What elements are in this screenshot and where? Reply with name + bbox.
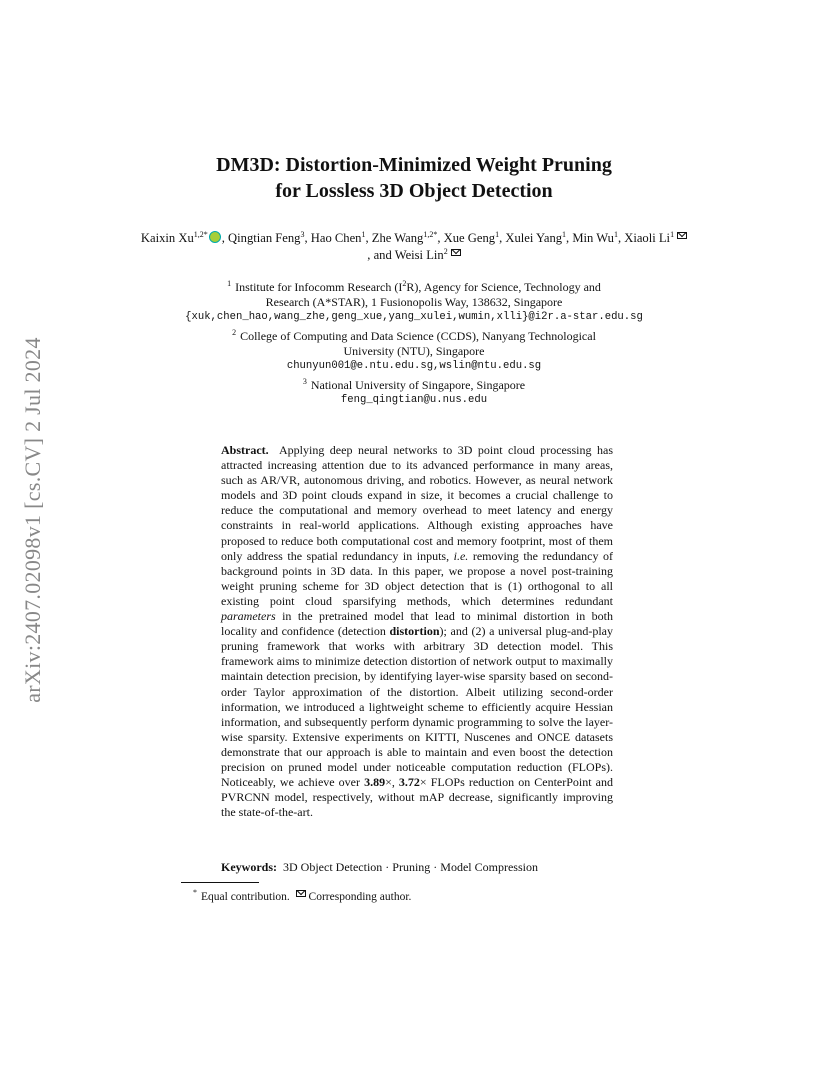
affiliation-3-email[interactable]: feng_qingtian@u.nus.edu — [340, 394, 488, 406]
keywords-text: 3D Object Detection · Pruning · Model Compression — [283, 860, 538, 874]
arxiv-identifier: arXiv:2407.02098v1 [cs.CV] 2 Jul 2024 — [20, 337, 45, 703]
abstract-text-3: in the pretrained model that lead to minimal distortion in both locality and confidence (detection — [221, 609, 613, 639]
abstract-label: Abstract. — [221, 443, 269, 457]
author-separator: , — [566, 231, 573, 245]
author-affiliation-mark: 1 — [670, 229, 675, 239]
author-name: Kaixin Xu — [140, 231, 194, 245]
orcid-icon[interactable] — [209, 231, 221, 243]
author-name: Qingtian Feng — [228, 231, 301, 245]
author-affiliation-mark: 1 — [562, 229, 567, 239]
author-separator: , and — [367, 248, 395, 262]
author-name: Xue Geng — [443, 231, 496, 245]
abstract-distortion: distortion — [389, 624, 440, 639]
author-affiliation-mark: 1 — [613, 229, 618, 239]
envelope-icon — [677, 232, 687, 239]
abstract-ie: i.e. — [453, 548, 469, 563]
affiliation-3: $^3$ National University of Singapore, Singapore — [302, 377, 526, 392]
keywords — [221, 860, 613, 875]
affiliation-2-line2: University (NTU), Singapore — [343, 344, 485, 358]
author-separator: , — [617, 231, 625, 245]
author-affiliation-mark: 2 — [443, 246, 448, 256]
author-affiliation-mark: 1 — [361, 229, 366, 239]
footnote-mark: * — [193, 888, 197, 897]
footnote-corresponding: Corresponding author. — [308, 890, 412, 903]
footnote — [193, 886, 411, 904]
affiliation-1-address: Research (A*STAR), 1 Fusionopolis Way, 138632, Singapore — [265, 295, 563, 309]
affiliation-1-email[interactable]: {xuk,chen_hao,wang_zhe,geng_xue,yang_xulei,wumin,xlli}@i2r.a-star.edu.sg — [185, 311, 643, 323]
author-separator: , — [437, 231, 444, 245]
author-name: Xiaoli Li — [624, 231, 671, 245]
affiliation-2-email[interactable]: chunyun001@e.ntu.edu.sg,wslin@ntu.edu.sg — [286, 360, 542, 372]
author-name: Hao Chen — [310, 231, 362, 245]
author-list — [140, 230, 688, 264]
author-affiliation-mark: 1,2* — [423, 229, 438, 239]
arxiv-sidebar — [8, 300, 58, 740]
abstract — [221, 443, 613, 820]
author-affiliation-mark: 3 — [300, 229, 305, 239]
author-affiliation-mark: 1 — [495, 229, 500, 239]
paper-title — [100, 152, 728, 204]
envelope-icon — [451, 249, 461, 256]
abstract-text-2: removing the redundancy of background points in 3D data. In this paper, we propose a novel post-training weight pruning scheme for 3D object detection that is (1) orthogonal to all existing point cloud sparsifying methods, which determines redundant — [221, 548, 614, 608]
affiliation-1: $^1$ Institute for Infocomm Research $(I^2R)$, Agency for Science, Technology and — [227, 279, 601, 294]
abstract-times: ×, — [385, 775, 399, 790]
abstract-text-4: ); and (2) a universal plug-and-play pruning framework that works with arbitrary 3D detection model. This framework aims to minimize detection distortion of network output to maximally maintain detection precision, by identifying layer-wise sparsity based on second-order Taylor approximation of the distortion. Albeit utilizing second-order information, we introduced a lightweight scheme to efficiently acquire Hessian information, and subsequently perform dynamic programming to solve the layer-wise sparsity. Extensive experiments on KITTI, Nuscenes and ONCE datasets demonstrate that our approach is able to maintain and even boost the detection precision on pruned model under noticeable computation reduction (FLOPs). Noticeably, we achieve over — [221, 624, 613, 790]
keywords-label: Keywords: — [221, 860, 277, 874]
author-separator: , — [221, 231, 229, 245]
author-affiliation-mark: 1,2* — [193, 229, 208, 239]
author-name: Zhe Wang — [371, 231, 424, 245]
author-separator: , — [365, 231, 372, 245]
author-separator: , — [304, 231, 311, 245]
author-name: Xulei Yang — [505, 231, 563, 245]
abstract-text-1: Applying deep neural networks to 3D point cloud processing has attracted increasing attention due to its advanced performance in many areas, such as AR/VR, autonomous driving, and robotics. However, as neural network models and 3D point clouds expand in size, it becomes a crucial challenge to reduce the computational and memory overhead to meet latency and energy constraints in real-world applications. Although existing approaches have proposed to reduce both computational cost and memory footprint, most of them only address the spatial redundancy in inputs, — [221, 443, 614, 563]
abstract-parameters: parameters — [221, 609, 276, 624]
author-name: Weisi Lin — [394, 248, 444, 262]
abstract-value-1: 3.89 — [364, 775, 386, 790]
footnote-equal: Equal contribution. — [201, 890, 290, 903]
author-name: Min Wu — [572, 231, 614, 245]
title-line-2: for Lossless 3D Object Detection — [275, 180, 553, 202]
title-line-1: DM3D: Distortion-Minimized Weight Pruning — [216, 154, 612, 176]
abstract-value-2: 3.72 — [398, 775, 420, 790]
affiliation-2: $^2$ College of Computing and Data Science (CCDS), Nanyang Technological — [232, 328, 596, 343]
author-separator: , — [499, 231, 506, 245]
footnote-rule — [181, 882, 259, 883]
abstract-text-5: × FLOPs reduction on CenterPoint and PVRCNN model, respectively, without mAP decrease, significantly improving the state-of-the-art. — [221, 775, 613, 820]
affiliations — [170, 276, 658, 408]
envelope-icon — [296, 890, 306, 897]
